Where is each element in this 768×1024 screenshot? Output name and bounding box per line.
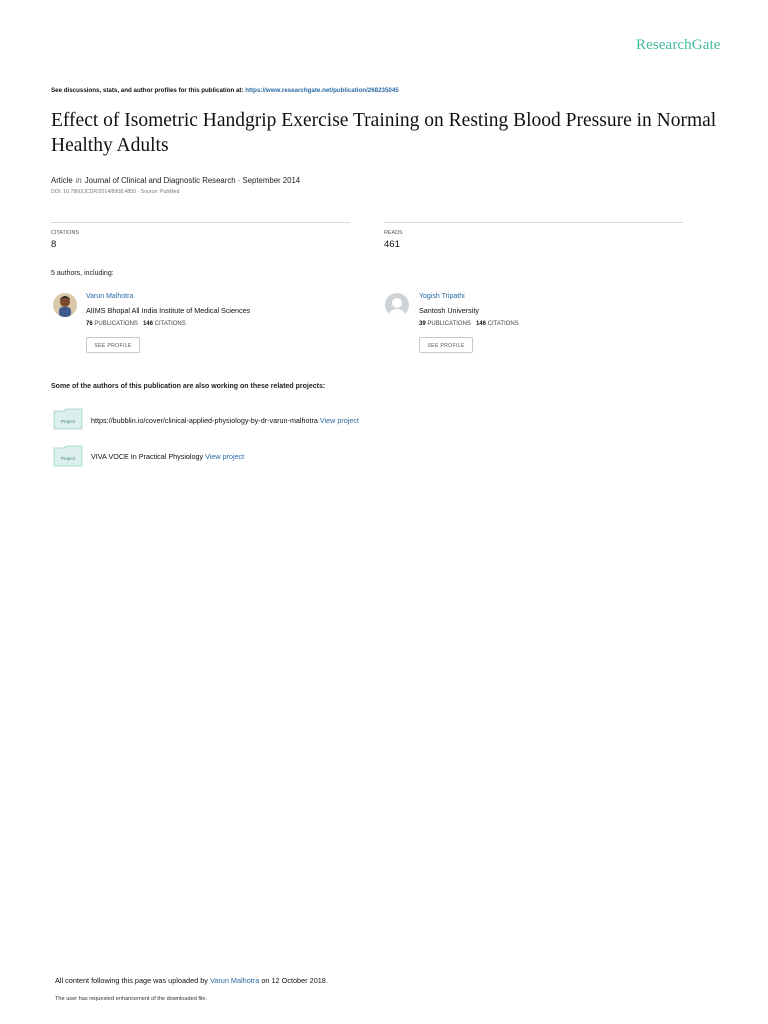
citations-label: CITATIONS <box>51 230 79 236</box>
author-institution: Santosh University <box>419 306 479 315</box>
project-icon-label: Project <box>60 419 76 424</box>
publications-label: PUBLICATIONS <box>94 321 138 327</box>
project-folder-icon <box>53 445 83 465</box>
publications-count: 76 <box>86 321 93 327</box>
discussion-prefix: See discussions, stats, and author profiles for this publication at: <box>51 87 244 94</box>
person-photo-icon[interactable] <box>53 293 77 317</box>
author-citations-label: CITATIONS <box>154 321 186 327</box>
project-item <box>91 416 359 425</box>
reads-divider <box>384 222 683 223</box>
project-folder-icon <box>53 408 83 428</box>
publication-meta <box>51 176 300 185</box>
discussion-line <box>51 87 399 94</box>
default-avatar-icon[interactable] <box>385 293 409 317</box>
author-citations-count: 146 <box>142 321 153 327</box>
in-word: in <box>75 176 82 185</box>
author-institution: AIIMS Bhopal All India Institute of Medical Sciences <box>86 306 251 315</box>
project-title: https://bubblin.io/cover/clinical-applied-physiology-by-dr-varun-malhotra <box>91 416 318 425</box>
authors-heading: 5 authors, including: <box>51 270 114 277</box>
author-name-link[interactable]: Varun Malhotra <box>86 293 134 300</box>
uploader-link[interactable]: Varun Malhotra <box>209 976 260 985</box>
author-citations-label: CITATIONS <box>487 321 519 327</box>
enhancement-note: The user has requested enhancement of the downloaded file. <box>55 996 208 1002</box>
researchgate-logo[interactable]: ResearchGate <box>636 37 721 53</box>
citations-divider <box>51 222 350 223</box>
related-projects-heading: Some of the authors of this publication are also working on these related projects: <box>51 383 326 390</box>
author-citations-count: 146 <box>475 321 486 327</box>
project-icon-label: Project <box>60 456 76 461</box>
project-item <box>91 452 244 461</box>
author-stats <box>86 321 186 327</box>
author-name-link[interactable]: Yogish Tripathi <box>419 293 465 300</box>
publication-url-link[interactable]: https://www.researchgate.net/publication/268235045 <box>245 87 399 94</box>
see-profile-button[interactable]: SEE PROFILE <box>86 337 140 353</box>
journal-name: Journal of Clinical and Diagnostic Research · September 2014 <box>84 176 301 185</box>
reads-count: 461 <box>384 239 400 250</box>
doi-line: DOI: 10.7860/JCDR/2014/8908.4850 · Source: PubMed <box>51 189 180 195</box>
publications-label: PUBLICATIONS <box>427 321 471 327</box>
view-project-link[interactable]: View project <box>319 416 359 425</box>
upload-suffix: on 12 October 2018. <box>261 976 328 985</box>
citations-count: 8 <box>51 239 57 250</box>
see-profile-button[interactable]: SEE PROFILE <box>419 337 473 353</box>
upload-note <box>55 976 328 985</box>
upload-prefix: All content following this page was uploaded by <box>55 976 208 985</box>
publications-count: 39 <box>419 321 426 327</box>
author-stats <box>419 321 519 327</box>
publication-type: Article <box>51 176 73 185</box>
view-project-link[interactable]: View project <box>205 452 245 461</box>
publication-title: Effect of Isometric Handgrip Exercise Training on Resting Blood Pressure in Normal Healthy Adults <box>51 110 717 156</box>
reads-label: READS <box>384 230 403 236</box>
project-title: VIVA VOCE In Practical Physiology <box>91 452 204 461</box>
